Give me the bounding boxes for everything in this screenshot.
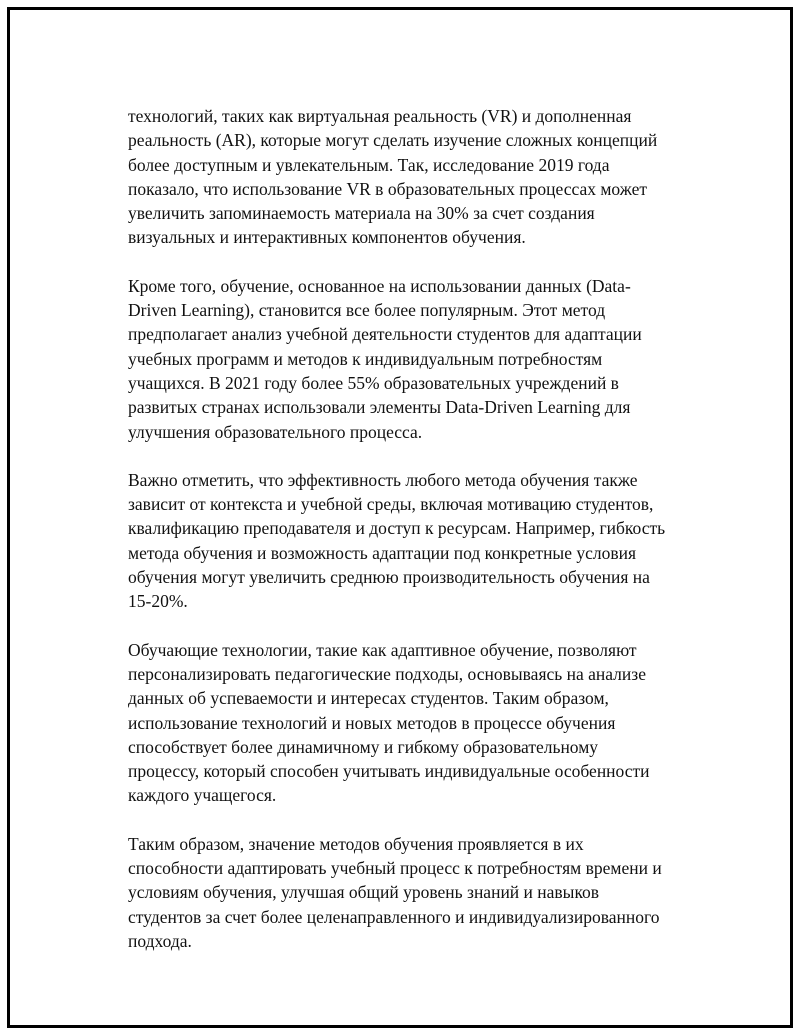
paragraph-effectiveness-context: Важно отметить, что эффективность любого метода обучения также зависит от контекста и учебной среды, включая мотивацию студентов, квалификацию преподавателя и доступ к ресурсам. Например, гибкость метода обучения и возможность адаптации под конкретные условия обучения могут увеличить среднюю производительность обучения на 15-20%. [128, 469, 666, 612]
paragraph-adaptive-learning: Обучающие технологии, такие как адаптивное обучение, позволяют персонализировать педагогические подходы, основываясь на анализе данных об успеваемости и интересах студентов. Таким образом, использование технологий и новых методов в процессе обучения способствует более динамичному и гибкому образовательному процессу, который способен учитывать индивидуальные особенности каждого учащегося. [128, 639, 650, 806]
paragraph-vr-ar: технологий, таких как виртуальная реальность (VR) и дополненная реальность (AR), которые могут сделать изучение сложных концепций более доступным и увлекательным. Так, исследование 2019 года показало, что использование VR в образовательных процессах может увеличить запоминаемость материала на 30% за счет создания визуальных и интерактивных компонентов обучения. [128, 106, 658, 248]
page-frame [7, 7, 793, 1028]
paragraph-data-driven-learning: Кроме того, обучение, основанное на использовании данных (Data- Driven Learning), становится все более популярным. Этот метод предполагает анализ учебной деятельности студентов для адаптации учебных программ и методов к индивидуальным потребностям учащихся. В 2021 году более 55% образовательных учреждений в развитых странах использовали элементы Data-Driven Learning для улучшения образовательного процесса. [128, 275, 642, 442]
paragraph-conclusion: Таким образом, значение методов обучения проявляется в их способности адаптировать учебный процесс к потребностям времени и условиям обучения, улучшая общий уровень знаний и навыков студентов за счет более целенаправленного и индивидуализированного подхода. [128, 833, 662, 951]
document-body [128, 104, 708, 977]
